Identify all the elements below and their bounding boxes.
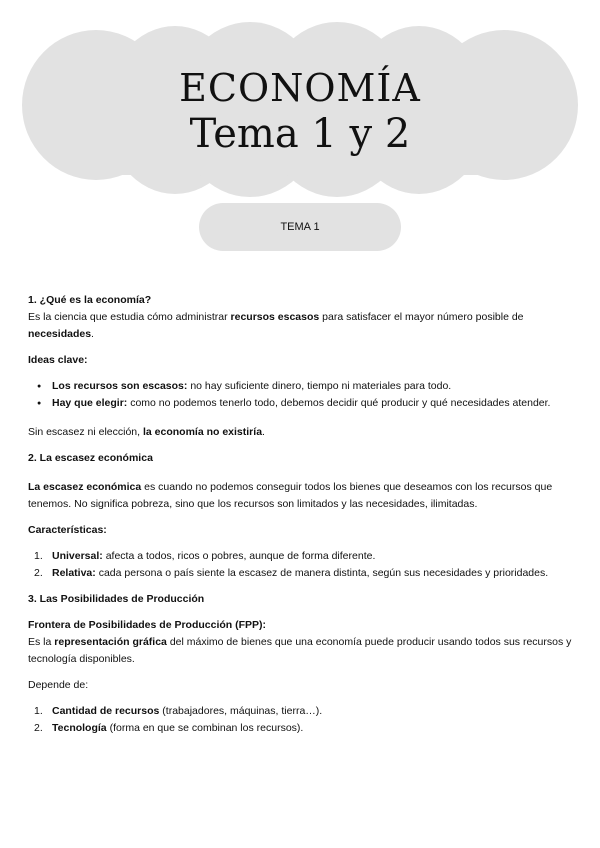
fpp-definition: Es la representación gráfica del máximo de bienes que una economía puede producir usando todos sus recursos y tecnología disponibles. xyxy=(28,636,572,665)
key-ideas-heading: Ideas clave: xyxy=(28,354,88,366)
title-line-2: Tema 1 y 2 xyxy=(189,111,411,157)
section-2-heading: 2. La escasez económica xyxy=(28,452,153,464)
depends-on-label: Depende de: xyxy=(28,679,89,691)
section-1-closing: Sin escasez ni elección, la economía no existiría. xyxy=(28,426,265,438)
list-item: ● Los recursos son escasos: no hay suficiente dinero, tiempo ni materiales para todo. xyxy=(28,378,576,395)
characteristics-list xyxy=(28,548,576,582)
factors-list xyxy=(28,703,576,737)
characteristics-heading: Características: xyxy=(28,524,107,536)
list-item: 2. Tecnología (forma en que se combinan los recursos). xyxy=(34,722,304,734)
section-3-heading: 3. Las Posibilidades de Producción xyxy=(28,593,205,605)
title-line-1: ECONOMÍA xyxy=(179,66,421,110)
fpp-heading: Frontera de Posibilidades de Producción (FPP): xyxy=(28,619,267,631)
list-item: ● Hay que elegir: como no podemos tenerlo todo, debemos decidir qué producir y qué necesidades atender. xyxy=(28,395,576,412)
list-item: 1. Cantidad de recursos (trabajadores, máquinas, tierra…). xyxy=(34,705,323,717)
topic-tab: TEMA 1 xyxy=(199,203,401,251)
key-ideas-list xyxy=(28,378,576,412)
page-title xyxy=(0,66,600,158)
section-1-heading: 1. ¿Qué es la economía? xyxy=(28,294,152,306)
section-1-definition: Es la ciencia que estudia cómo administrar recursos escasos para satisfacer el mayor número posible de necesidades. xyxy=(28,311,524,340)
list-item: 2. Relativa: cada persona o país siente la escasez de manera distinta, según sus necesidades y prioridades. xyxy=(34,567,549,579)
list-item: 1. Universal: afecta a todos, ricos o pobres, aunque de forma diferente. xyxy=(34,550,376,562)
section-2-definition: La escasez económica es cuando no podemos conseguir todos los bienes que deseamos con los recursos que tenemos. No significa pobreza, sino que los recursos son limitados y las necesidades, ilimitadas. xyxy=(28,481,553,510)
document-body xyxy=(28,292,576,737)
